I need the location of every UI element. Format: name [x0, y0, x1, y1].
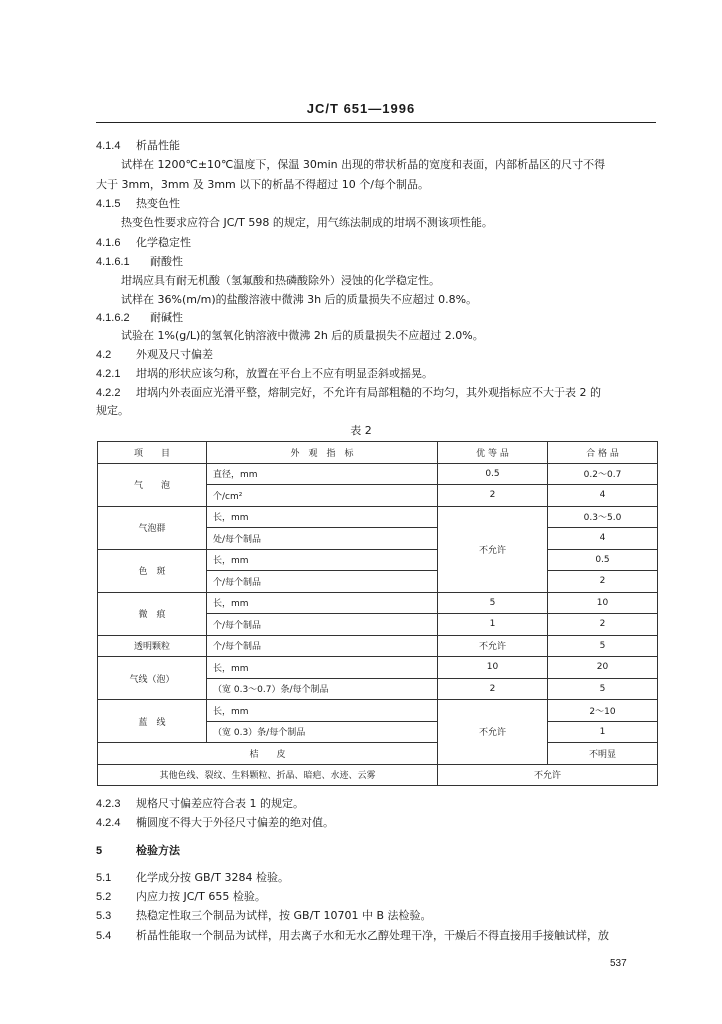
value-cell: 0.5	[438, 463, 548, 485]
section-text: 坩埚的形状应该匀称，放置在平台上不应有明显歪斜或摇晃。	[136, 367, 433, 380]
section-5-1	[96, 870, 289, 886]
table-row	[98, 743, 658, 765]
table-row	[98, 549, 658, 571]
header-cell: 外 观 指 标	[207, 442, 438, 464]
value-cell: 1	[548, 721, 658, 743]
index-cell: 长，mm	[207, 592, 438, 614]
paragraph-line: 规定。	[96, 404, 129, 417]
section-number: 4.1.6	[96, 237, 121, 249]
section-title: 外观及尺寸偏差	[136, 348, 213, 361]
section-4-2-heading	[96, 347, 213, 363]
value-cell: 0.2～0.7	[548, 463, 658, 485]
value-cell: 5	[438, 592, 548, 614]
item-cell: 气泡群	[98, 506, 207, 549]
paragraph-line: 试样在 36%(m/m)的盐酸溶液中微沸 3h 后的质量损失不应超过 0.8%。	[121, 293, 478, 306]
section-number: 4.2.2	[96, 387, 121, 399]
paragraph-line: 坩埚应具有耐无机酸（氢氟酸和热磷酸除外）浸蚀的化学稳定性。	[121, 274, 440, 287]
value-cell: 2	[438, 485, 548, 507]
item-cell: 色 斑	[98, 549, 207, 592]
item-cell: 透明颗粒	[98, 635, 207, 657]
value-cell: 20	[548, 657, 658, 679]
table-row	[98, 506, 658, 528]
value-cell: 2～10	[548, 700, 658, 722]
section-title: 耐碱性	[150, 311, 183, 324]
header-cell: 优 等 品	[438, 442, 548, 464]
section-title: 耐酸性	[150, 255, 183, 268]
section-number: 5	[96, 845, 103, 857]
item-cell: 微 痕	[98, 592, 207, 635]
section-title: 化学稳定性	[136, 236, 191, 249]
value-cell: 不允许	[438, 700, 548, 765]
section-5-2	[96, 889, 266, 905]
section-title: 热变色性	[136, 197, 180, 210]
section-text: 椭圆度不得大于外径尺寸偏差的绝对值。	[136, 816, 334, 829]
section-4-2-2	[96, 385, 601, 401]
value-cell: 不允许	[438, 635, 548, 657]
value-cell: 0.3～5.0	[548, 506, 658, 528]
section-number: 4.1.6.2	[96, 312, 130, 324]
index-cell: 处/每个制品	[207, 528, 438, 550]
header-rule	[96, 122, 656, 123]
section-number: 4.2.4	[96, 817, 121, 829]
value-cell: 10	[548, 592, 658, 614]
header-cell: 合 格 品	[548, 442, 658, 464]
item-cell: 气 泡	[98, 463, 207, 506]
index-cell: 个/每个制品	[207, 635, 438, 657]
section-text: 热稳定性取三个制品为试样，按 GB/T 10701 中 B 法检验。	[136, 909, 432, 922]
section-4-1-4-heading	[96, 138, 180, 154]
value-cell: 4	[548, 528, 658, 550]
table-row	[98, 700, 658, 722]
section-4-1-6-1-heading	[96, 254, 183, 270]
paragraph-line: 热变色性要求应符合 JC/T 598 的规定，用气练法制成的坩埚不测该项性能。	[121, 216, 493, 229]
paragraph-line: 试验在 1%(g/L)的氢氧化钠溶液中微沸 2h 后的质量损失不应超过 2.0%。	[121, 329, 484, 342]
page-header: JC/T 651—1996	[306, 101, 416, 116]
value-cell: 2	[438, 678, 548, 700]
table-header-row	[98, 442, 658, 464]
section-title: 检验方法	[136, 844, 180, 857]
value-cell: 不允许	[438, 506, 548, 592]
paragraph-line: 大于 3mm，3mm 及 3mm 以下的析晶不得超过 10 个/每个制品。	[96, 178, 429, 191]
item-cell: 桔 皮	[98, 743, 438, 765]
section-4-2-4	[96, 815, 334, 831]
table-row	[98, 635, 658, 657]
index-cell: 长，mm	[207, 700, 438, 722]
section-4-1-5-heading	[96, 196, 180, 212]
section-text: 化学成分按 GB/T 3284 检验。	[136, 871, 289, 884]
value-cell: 2	[548, 571, 658, 593]
section-number: 5.1	[96, 872, 112, 884]
section-4-1-6-2-heading	[96, 310, 183, 326]
section-4-2-3	[96, 796, 304, 812]
value-cell: 5	[548, 635, 658, 657]
index-cell: 长，mm	[207, 549, 438, 571]
section-text: 析晶性能取一个制品为试样，用去离子水和无水乙醇处理干净，干燥后不得直接用手接触试样，放	[136, 929, 609, 942]
section-4-2-1	[96, 366, 433, 382]
section-title: 析晶性能	[136, 139, 180, 152]
section-number: 5.4	[96, 930, 112, 942]
paragraph-line: 试样在 1200℃±10℃温度下，保温 30min 出现的带状析晶的宽度和表面，内部析晶区的尺寸不得	[121, 158, 606, 171]
section-text: 内应力按 JC/T 655 检验。	[136, 890, 266, 903]
value-cell: 不允许	[438, 764, 658, 786]
section-5-3	[96, 908, 432, 924]
item-cell: 其他色线、裂纹、生料颗粒、折晶、暗疤、水迹、云雾	[98, 764, 438, 786]
item-cell: 蓝 线	[98, 700, 207, 743]
index-cell: 个/每个制品	[207, 571, 438, 593]
table-row	[98, 463, 658, 485]
value-cell: 2	[548, 614, 658, 636]
section-text: 坩埚内外表面应光滑平整，熔制完好，不允许有局部粗糙的不均匀，其外观指标应不大于表 2 的	[136, 386, 601, 399]
index-cell: （宽 0.3～0.7）条/每个制品	[207, 678, 438, 700]
section-5-heading	[96, 843, 180, 859]
table-row	[98, 592, 658, 614]
value-cell: 不明显	[548, 743, 658, 765]
table-row	[98, 764, 658, 786]
section-number: 5.3	[96, 910, 112, 922]
section-number: 4.2.1	[96, 368, 121, 380]
index-cell: 个/每个制品	[207, 614, 438, 636]
item-cell: 气线（泡）	[98, 657, 207, 700]
value-cell: 10	[438, 657, 548, 679]
value-cell: 5	[548, 678, 658, 700]
section-number: 4.1.6.1	[96, 256, 130, 268]
page-number: 537	[610, 958, 627, 969]
table-caption: 表 2	[350, 424, 372, 437]
index-cell: （宽 0.3）条/每个制品	[207, 721, 438, 743]
section-4-1-6-heading	[96, 235, 191, 251]
value-cell: 4	[548, 485, 658, 507]
section-number: 4.2	[96, 349, 112, 361]
index-cell: 直径，mm	[207, 463, 438, 485]
section-number: 5.2	[96, 891, 112, 903]
section-5-4	[96, 928, 609, 944]
index-cell: 长，mm	[207, 506, 438, 528]
value-cell: 1	[438, 614, 548, 636]
header-cell: 项 目	[98, 442, 207, 464]
index-cell: 长，mm	[207, 657, 438, 679]
index-cell: 个/cm²	[207, 485, 438, 507]
section-number: 4.1.5	[96, 198, 121, 210]
value-cell: 0.5	[548, 549, 658, 571]
appearance-table	[97, 441, 658, 786]
section-number: 4.2.3	[96, 798, 121, 810]
table-row	[98, 657, 658, 679]
section-number: 4.1.4	[96, 140, 121, 152]
section-text: 规格尺寸偏差应符合表 1 的规定。	[136, 797, 304, 810]
